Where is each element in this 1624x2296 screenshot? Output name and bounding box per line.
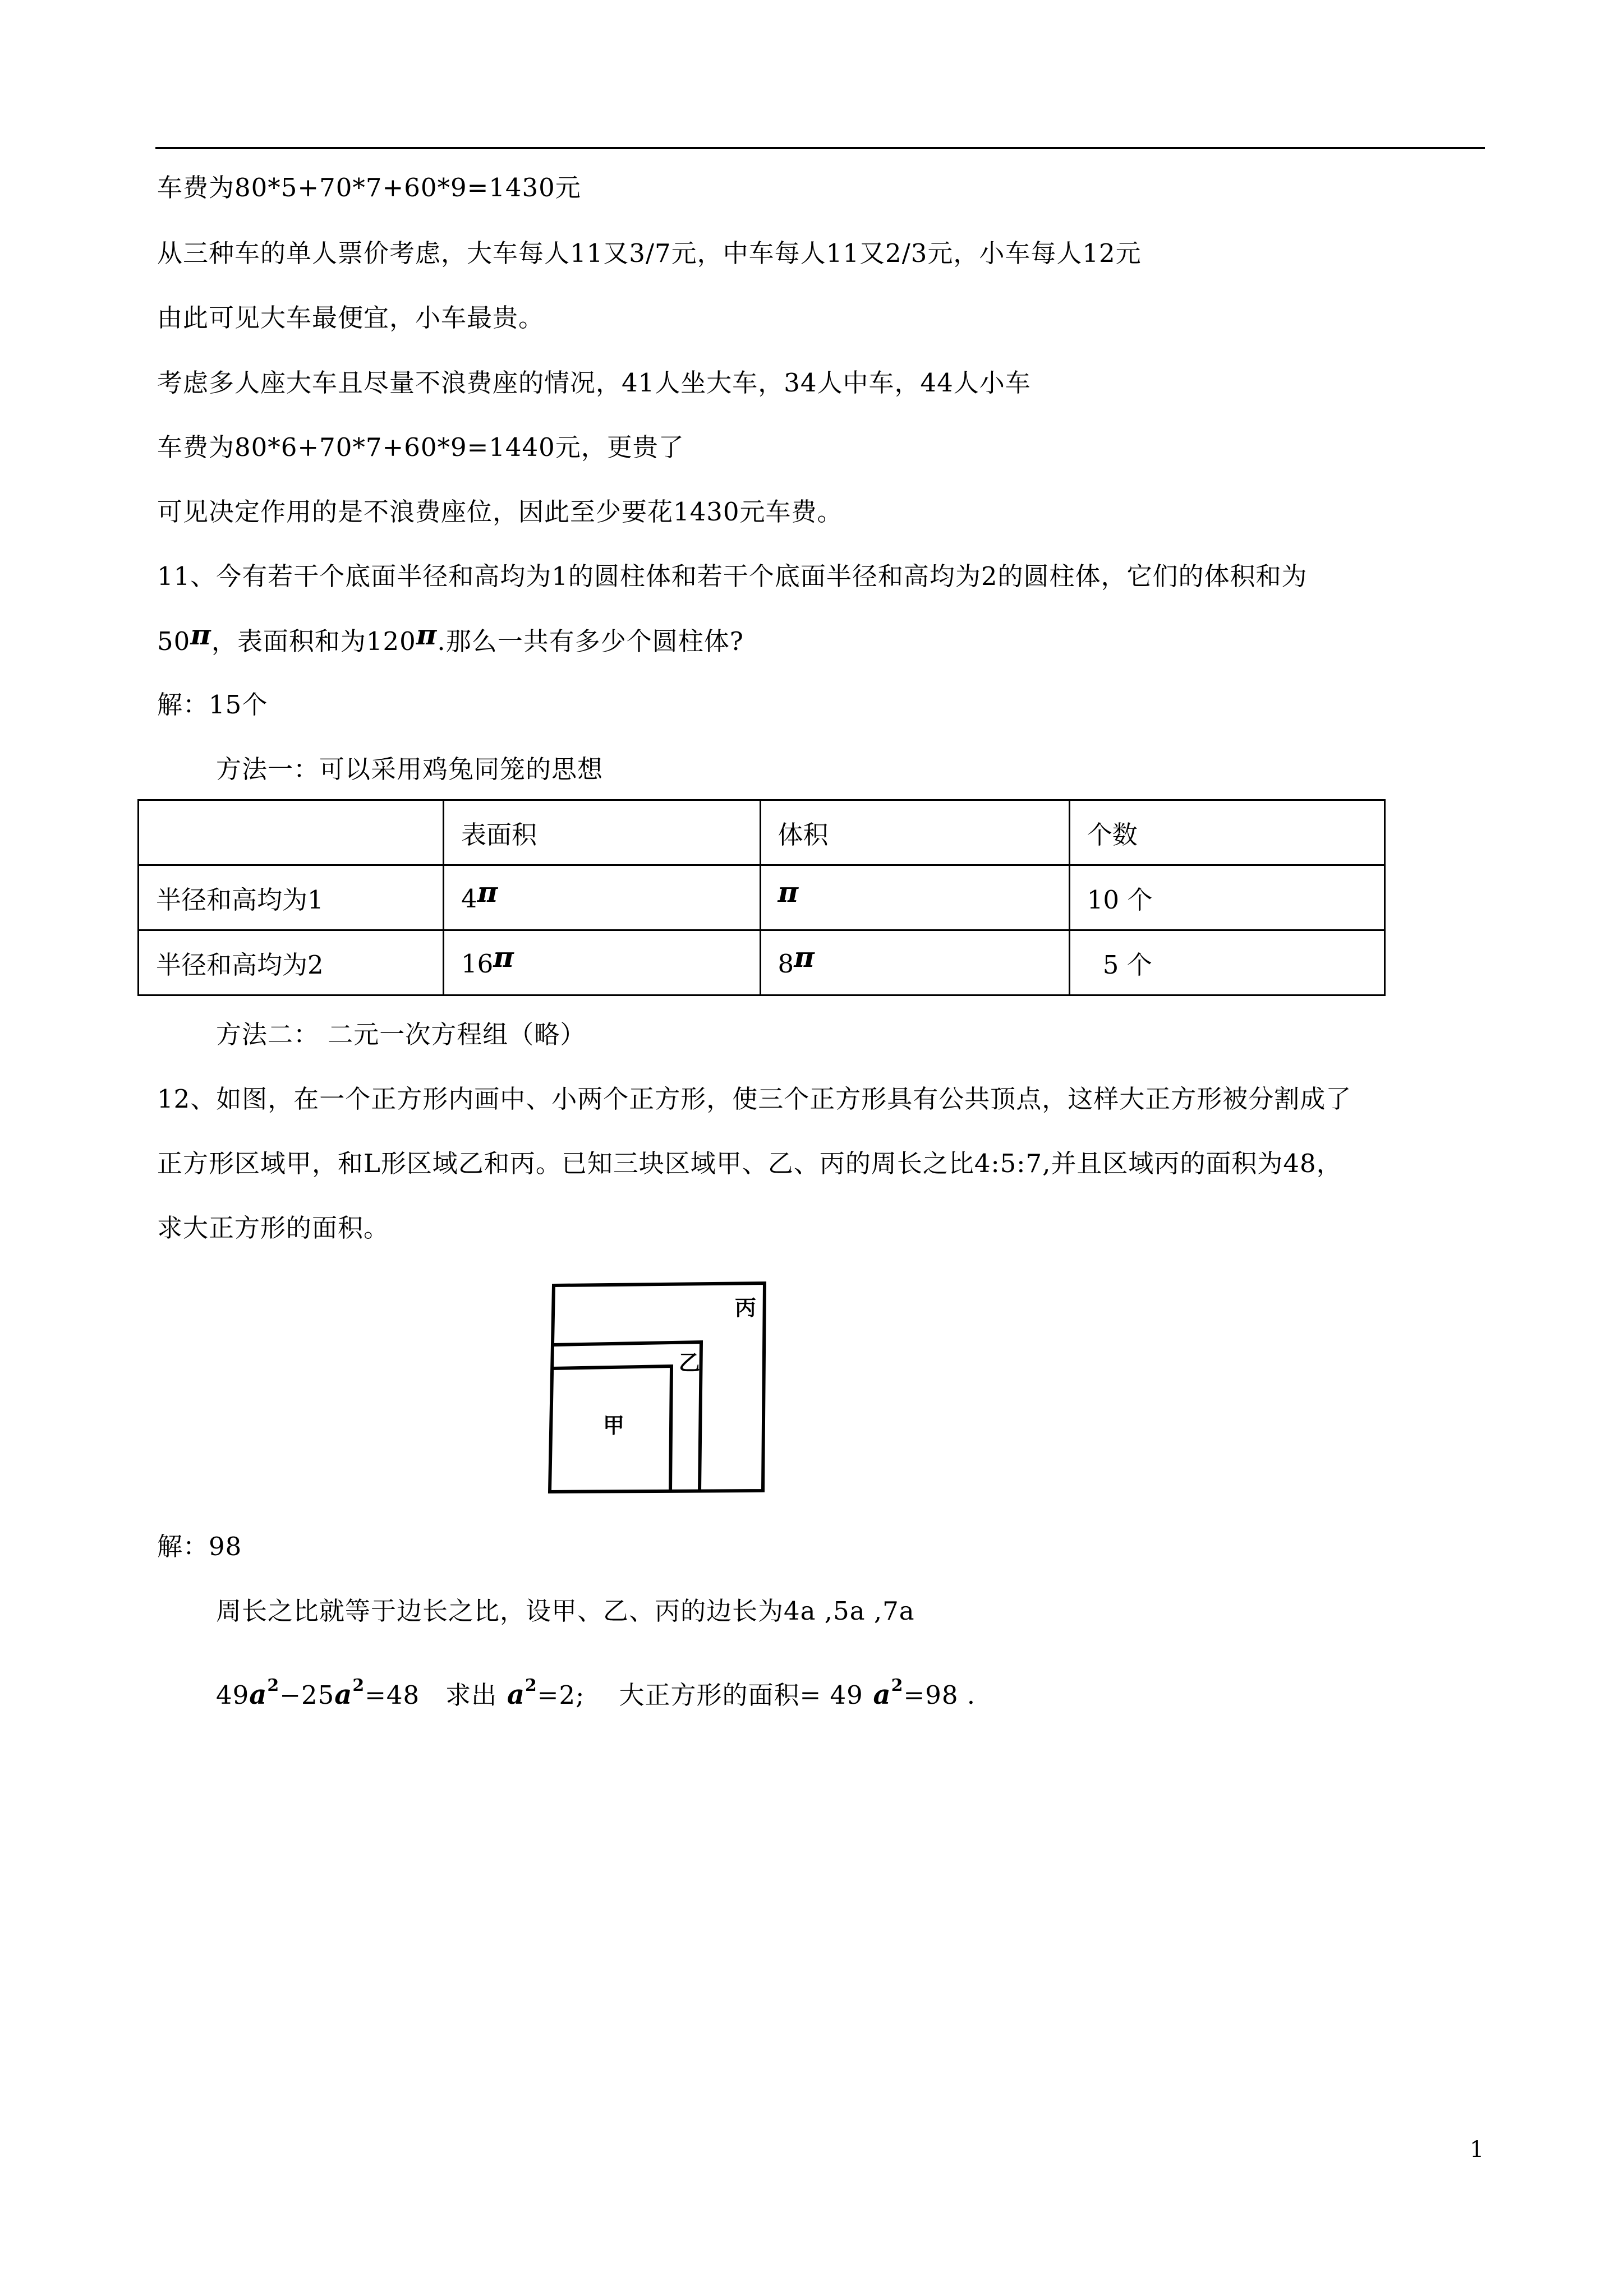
exponent: 2 [267,1676,280,1695]
q11-surface-text: ，表面积和为120 [211,626,416,656]
table-cell-count: 10 个 [1069,865,1384,930]
a-squared [497,1676,537,1711]
question-12-text-cont: 求大正方形的面积。 [157,1213,390,1243]
table-cell-count: 5 个 [1069,930,1384,995]
formula-part: =2; 大正方形的面积= 49 [537,1680,863,1710]
q12-explanation: 周长之比就等于边长之比，设甲、乙、丙的边长为4a ,5a ,7a [216,1596,915,1626]
table-header-cell: 个数 [1069,800,1384,865]
area-number: 16 [461,949,494,979]
table-cell-volume [760,930,1069,995]
volume-number: 8 [778,949,794,979]
table-row [139,930,1385,995]
q11-question-text: .那么一共有多少个圆柱体? [437,626,744,656]
question-11-text: 11、今有若干个底面半径和高均为1的圆柱体和若干个底面半径和高均为2的圆柱体，它们的体积和为 [157,561,1308,591]
pi-symbol: π [778,875,799,909]
label-bing: 丙 [735,1295,757,1320]
pi-symbol: π [493,940,514,974]
pi-symbol: π [416,618,438,651]
exponent: 2 [525,1676,537,1695]
table-cell-area [443,865,760,930]
label-yi: 乙 [679,1350,701,1375]
pi-symbol: π [477,875,498,909]
exponent: 2 [891,1676,904,1695]
formula-part: =98 . [903,1680,976,1710]
q12-formula [216,1672,976,1712]
squares-diagram [547,1279,771,1497]
formula-part: =48 求出 [365,1680,498,1710]
table-header-row [139,800,1385,865]
table-header-cell: 表面积 [443,800,760,865]
table-header-cell: 体积 [760,800,1069,865]
text-line: 车费为80*6+70*7+60*9=1440元，更贵了 [157,432,684,462]
a-squared [863,1676,904,1711]
page-number: 1 [1470,2137,1484,2163]
large-square [550,1283,765,1492]
text-line: 考虑多人座大车且尽量不浪费座的情况，41人坐大车，34人中车，44人小车 [157,368,1031,398]
header-rule [155,147,1485,149]
text-line: 车费为80*5+70*7+60*9=1430元 [157,173,581,202]
table-cell-label: 半径和高均为2 [139,930,444,995]
table-header-cell [139,800,444,865]
text-line: 由此可见大车最便宜，小车最贵。 [157,303,545,333]
a-squared [334,1676,365,1711]
q11-method1: 方法一：可以采用鸡兔同笼的思想 [216,754,604,784]
q11-method2: 方法二： 二元一次方程组（略） [216,1020,586,1049]
text-line: 可见决定作用的是不浪费座位，因此至少要花1430元车费。 [157,497,843,527]
label-jia: 甲 [603,1413,625,1438]
q12-answer: 解：98 [157,1532,242,1561]
var-a: a [334,1679,353,1711]
a-squared [249,1676,280,1711]
exponent: 2 [352,1676,365,1695]
var-a: a [873,1679,891,1711]
q11-num-50: 50 [157,626,191,656]
var-a: a [249,1679,268,1711]
pi-symbol: π [794,940,815,974]
question-12-text: 12、如图，在一个正方形内画中、小两个正方形，使三个正方形具有公共顶点，这样大正方形被分割成了 [157,1084,1352,1114]
question-11-text-cont [157,618,744,658]
var-a: a [507,1679,525,1711]
text-line: 从三种车的单人票价考虑，大车每人11又3/7元，中车每人11又2/3元，小车每人12元 [157,238,1142,268]
formula-part: 49 [216,1680,250,1710]
question-12-text-cont: 正方形区域甲，和L形区域乙和丙。已知三块区域甲、乙、丙的周长之比4:5:7,并且区域丙的面积为48， [157,1149,1342,1178]
formula-part: −25 [279,1680,335,1710]
area-number: 4 [461,884,477,914]
table-cell-area [443,930,760,995]
table-row [139,865,1385,930]
q11-answer: 解：15个 [157,690,268,720]
cylinder-table [137,799,1386,996]
table-cell-label: 半径和高均为1 [139,865,444,930]
pi-symbol: π [190,618,211,651]
table-cell-volume [760,865,1069,930]
